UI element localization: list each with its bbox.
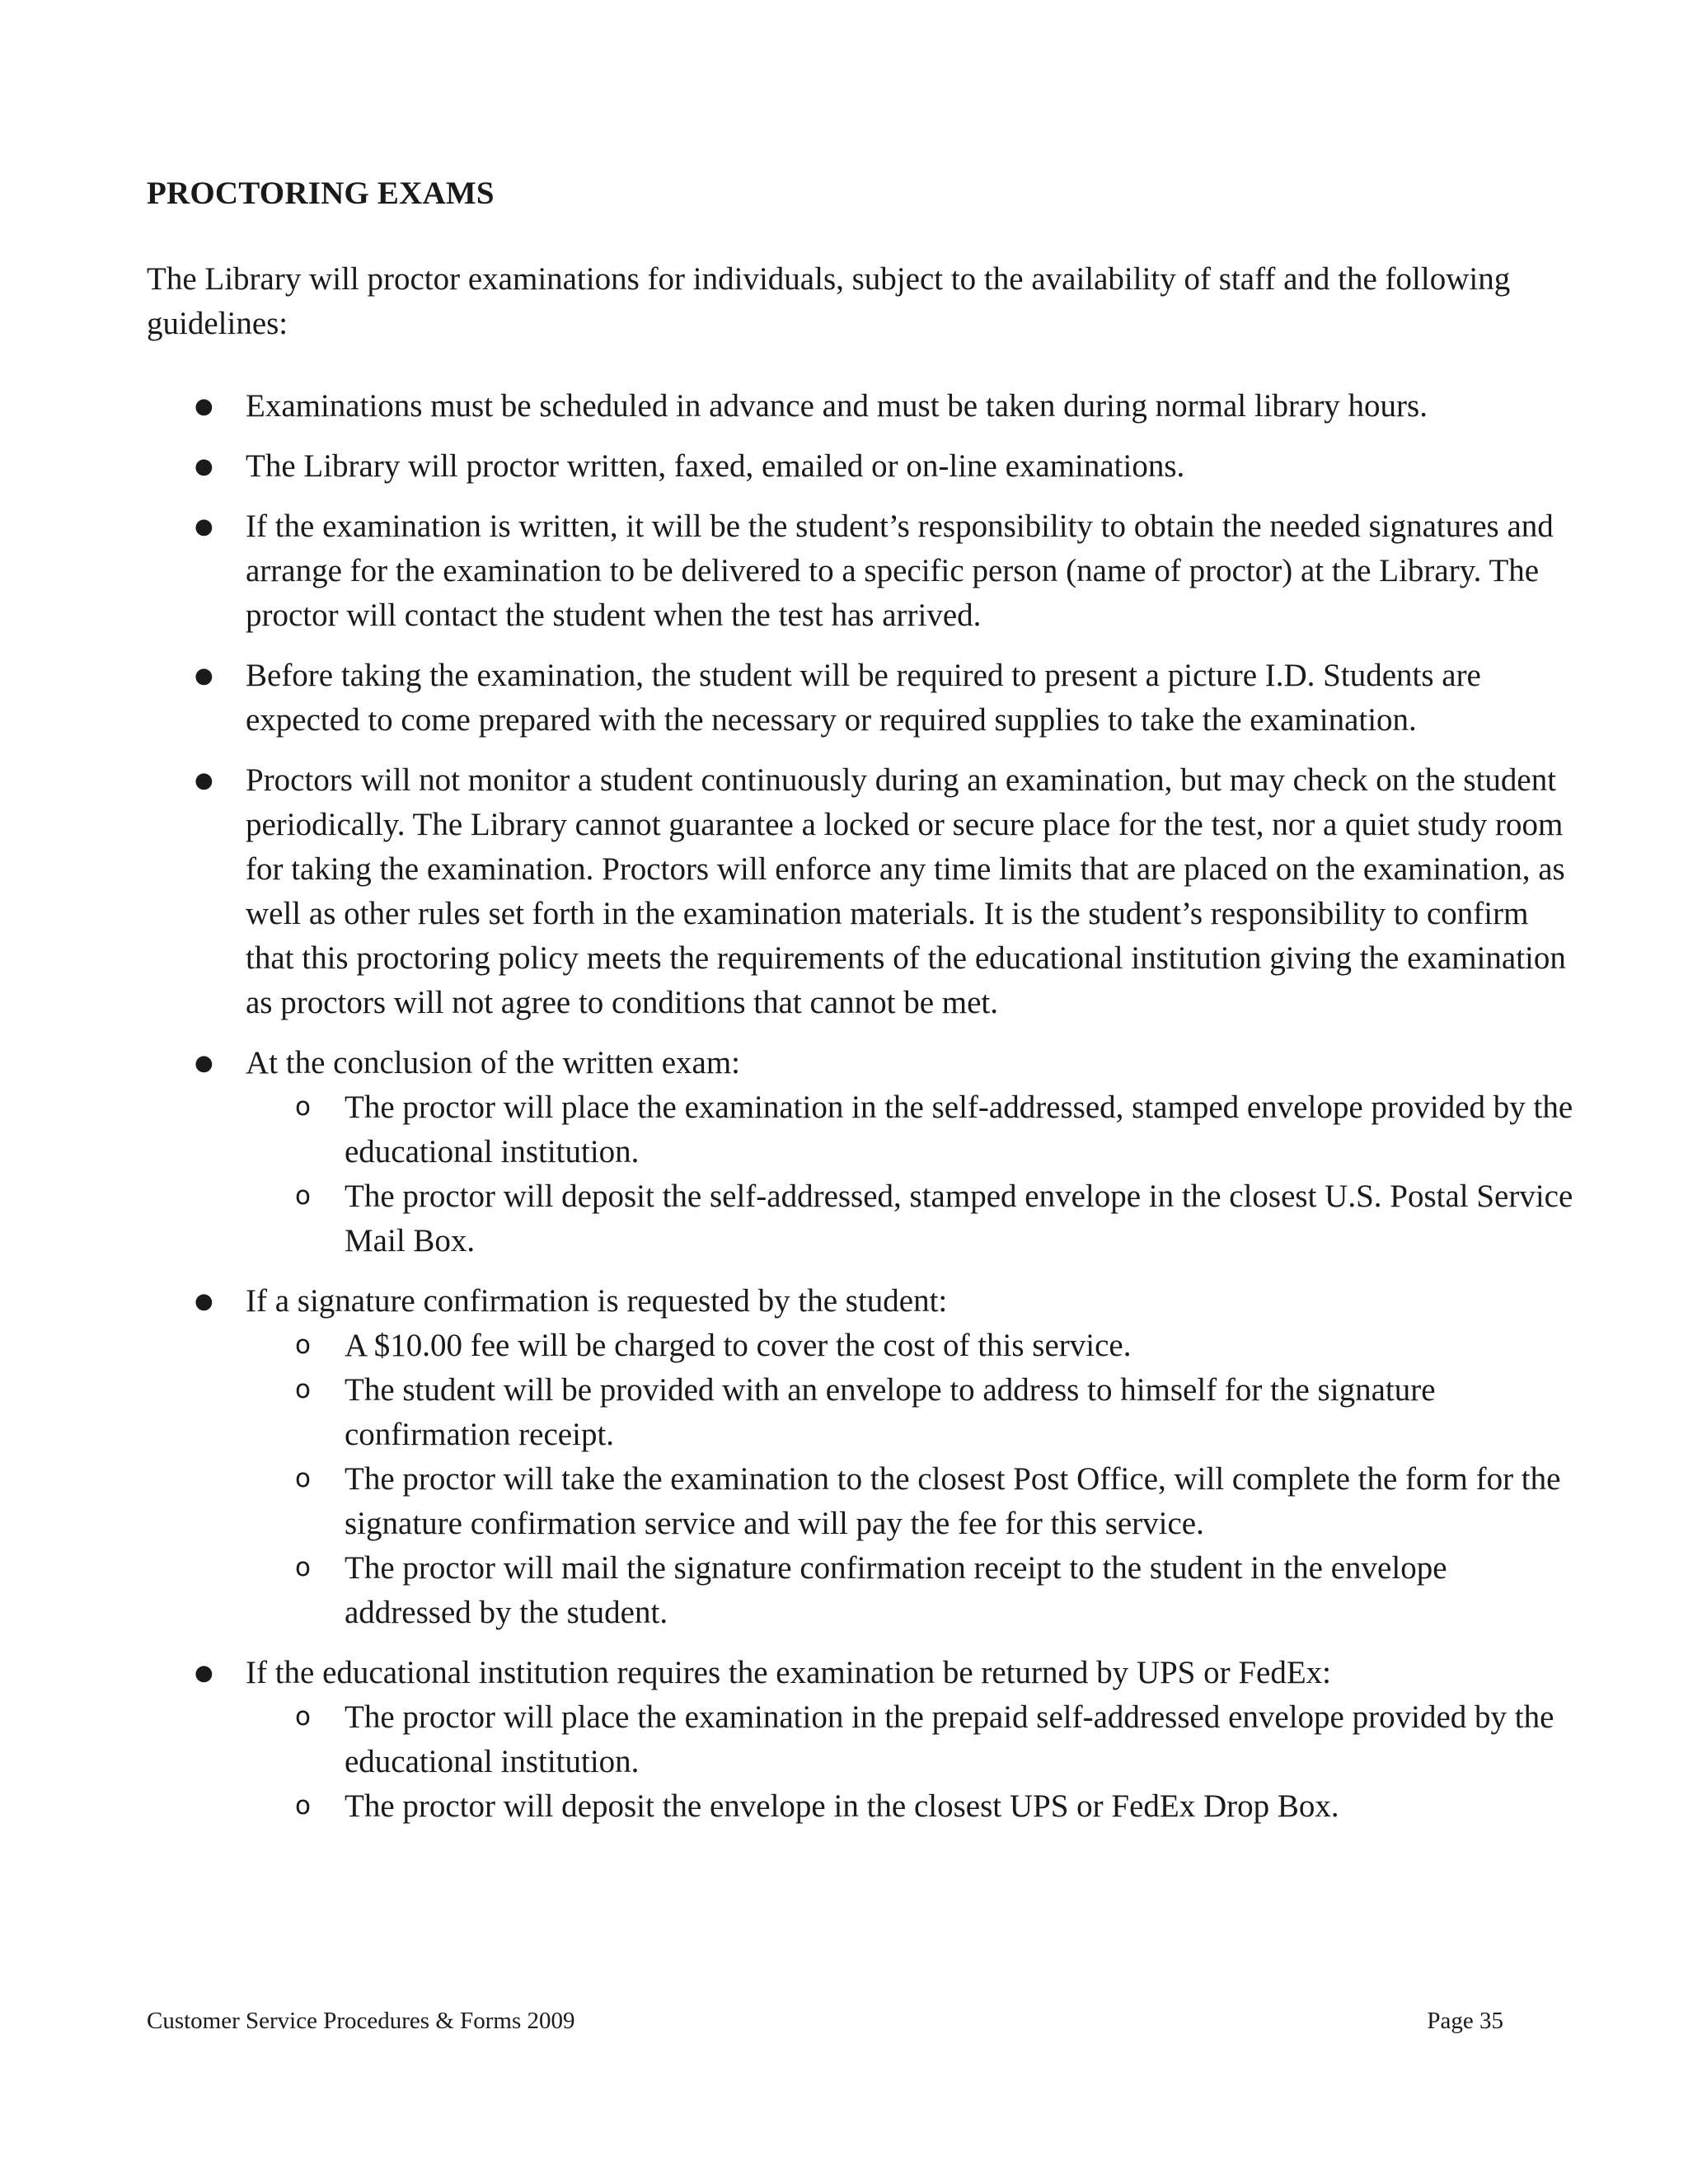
sub-list-item <box>147 1695 1581 1784</box>
bullet-icon: ● <box>195 514 213 539</box>
sub-list-item-text: The proctor will mail the signature confirmation receipt to the student in the envelope addressed by the student. <box>345 1550 1447 1630</box>
sub-bullet-icon: o <box>295 1092 311 1122</box>
list-item <box>147 504 1581 638</box>
sub-list-item-text: The proctor will deposit the envelope in the closest UPS or FedEx Drop Box. <box>345 1788 1339 1824</box>
sub-list-item-text: A $10.00 fee will be charged to cover the cost of this service. <box>345 1328 1132 1363</box>
guidelines-list <box>147 384 1581 1844</box>
list-item-text: If a signature confirmation is requested by the student: <box>246 1283 948 1319</box>
sub-bullet-icon: o <box>295 1464 311 1493</box>
bullet-icon: ● <box>195 454 213 479</box>
sub-list-item <box>147 1368 1581 1457</box>
sub-bullet-icon: o <box>295 1330 311 1360</box>
list-item <box>147 758 1581 1025</box>
sub-list-item <box>147 1174 1581 1263</box>
list-item <box>147 654 1581 743</box>
sub-list-item <box>147 1324 1581 1368</box>
sub-list-item <box>147 1085 1581 1174</box>
bullet-icon: ● <box>195 663 213 688</box>
sub-list <box>246 1324 1581 1635</box>
sub-list <box>246 1695 1581 1829</box>
sub-bullet-icon: o <box>295 1791 311 1821</box>
bullet-icon: ● <box>195 1661 213 1685</box>
list-item-text: Examinations must be scheduled in advance and must be taken during normal library hours. <box>246 388 1428 424</box>
page-heading: PROCTORING EXAMS <box>147 176 495 211</box>
sub-bullet-icon: o <box>295 1181 311 1211</box>
list-item-text: Before taking the examination, the student will be required to present a picture I.D. Students are expected to come prepared with the necessary or required supplies to take the examination. <box>246 658 1481 738</box>
sub-bullet-icon: o <box>295 1553 311 1582</box>
sub-list-item-text: The proctor will place the examination in the prepaid self-addressed envelope provided by the educational institution. <box>345 1699 1554 1779</box>
list-item-text: Proctors will not monitor a student continuously during an examination, but may check on the student periodically. The Library cannot guarantee a locked or secure place for the test, nor a quiet study room for taking the examination. Proctors will enforce any time limits that are placed on the examination, as well as other rules set forth in the examination materials. It is the student’s responsibility to confirm that this proctoring policy meets the requirements of the educational institution giving the examination as proctors will not agree to conditions that cannot be met. <box>246 762 1566 1020</box>
footer-page-number: Page 35 <box>1427 2008 1503 2034</box>
bullet-icon: ● <box>195 1289 213 1314</box>
sub-list-item <box>147 1457 1581 1546</box>
list-item <box>147 1041 1581 1263</box>
sub-list-item <box>147 1546 1581 1635</box>
list-item <box>147 1651 1581 1829</box>
list-item-text: At the conclusion of the written exam: <box>246 1045 741 1080</box>
sub-list-item-text: The proctor will deposit the self-addressed, stamped envelope in the closest U.S. Postal Service Mail Box. <box>345 1179 1573 1258</box>
footer-title: Customer Service Procedures & Forms 2009 <box>147 2008 575 2034</box>
list-item <box>147 444 1581 489</box>
sub-bullet-icon: o <box>295 1375 311 1404</box>
sub-list-item-text: The proctor will place the examination in the self-addressed, stamped envelope provided by the educational institution. <box>345 1090 1573 1169</box>
sub-bullet-icon: o <box>295 1702 311 1732</box>
sub-list-item <box>147 1784 1581 1829</box>
bullet-icon: ● <box>195 1051 213 1076</box>
bullet-icon: ● <box>195 768 213 793</box>
sub-list <box>246 1085 1581 1263</box>
intro-paragraph: The Library will proctor examinations for individuals, subject to the availability of staff and the following guidelines: <box>147 261 1511 341</box>
bullet-icon: ● <box>195 394 213 419</box>
sub-list-item-text: The student will be provided with an envelope to address to himself for the signature confirmation receipt. <box>345 1372 1436 1452</box>
list-item-text: If the examination is written, it will be the student’s responsibility to obtain the needed signatures and arrange for the examination to be delivered to a specific person (name of proctor) at the Library. The proctor will contact the student when the test has arrived. <box>246 509 1554 633</box>
sub-list-item-text: The proctor will take the examination to the closest Post Office, will complete the form for the signature confirmation service and will pay the fee for this service. <box>345 1461 1561 1541</box>
list-item <box>147 384 1581 429</box>
list-item-text: The Library will proctor written, faxed, emailed or on-line examinations. <box>246 448 1185 484</box>
list-item-text: If the educational institution requires the examination be returned by UPS or FedEx: <box>246 1655 1332 1690</box>
list-item <box>147 1279 1581 1635</box>
